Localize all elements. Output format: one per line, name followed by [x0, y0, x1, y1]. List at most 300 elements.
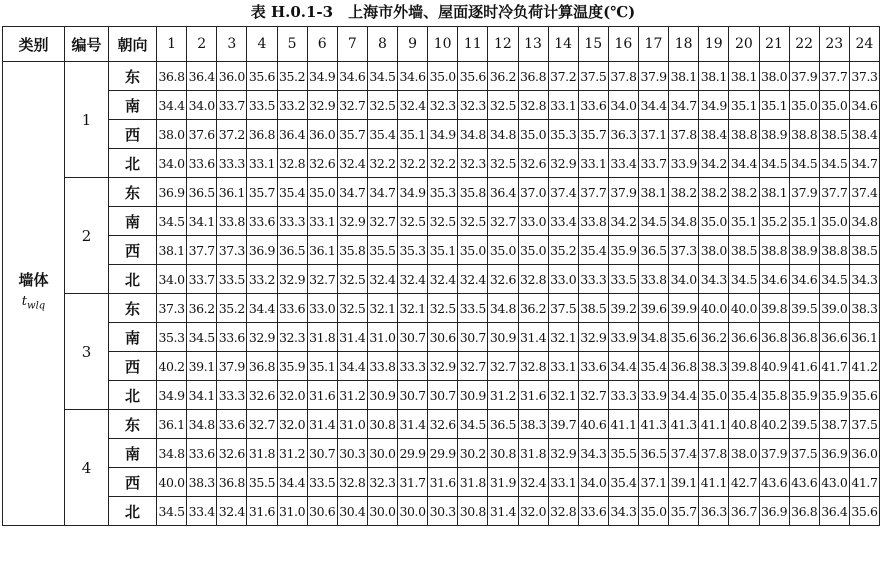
temperature-cell: 34.4	[669, 381, 699, 410]
orientation-cell: 西	[109, 468, 157, 497]
temperature-cell: 43.0	[819, 468, 849, 497]
temperature-cell: 31.8	[307, 323, 337, 352]
temperature-cell: 36.0	[307, 120, 337, 149]
temperature-cell: 33.5	[307, 468, 337, 497]
orientation-cell: 东	[109, 410, 157, 439]
temperature-cell: 32.9	[337, 207, 367, 236]
header-hour: 15	[578, 27, 608, 62]
temperature-cell: 32.1	[367, 294, 397, 323]
temperature-cell: 32.9	[428, 352, 458, 381]
temperature-cell: 40.0	[157, 468, 187, 497]
temperature-cell: 32.6	[518, 149, 548, 178]
temperature-cell: 36.9	[759, 497, 789, 526]
temperature-cell: 31.8	[247, 439, 277, 468]
temperature-cell: 38.5	[819, 120, 849, 149]
temperature-cell: 32.4	[428, 265, 458, 294]
temperature-cell: 37.3	[849, 62, 879, 91]
temperature-cell: 36.8	[247, 120, 277, 149]
group-number: 2	[65, 178, 109, 294]
temperature-cell: 34.7	[337, 178, 367, 207]
temperature-cell: 34.4	[608, 352, 638, 381]
temperature-cell: 31.2	[488, 381, 518, 410]
temperature-cell: 33.3	[608, 381, 638, 410]
header-hour: 9	[398, 27, 428, 62]
temperature-cell: 35.0	[819, 91, 849, 120]
header-hour: 1	[157, 27, 187, 62]
temperature-cell: 31.4	[398, 410, 428, 439]
temperature-cell: 30.3	[337, 439, 367, 468]
temperature-cell: 34.4	[337, 352, 367, 381]
table-row	[3, 352, 880, 381]
header-hour: 20	[729, 27, 759, 62]
temperature-cell: 38.8	[819, 236, 849, 265]
orientation-cell: 北	[109, 497, 157, 526]
temperature-cell: 33.2	[277, 91, 307, 120]
temperature-cell: 34.3	[699, 265, 729, 294]
temperature-cell: 31.2	[277, 439, 307, 468]
temperature-cell: 34.5	[157, 497, 187, 526]
temperature-cell: 34.6	[849, 91, 879, 120]
temperature-cell: 33.8	[639, 265, 669, 294]
temperature-cell: 35.0	[518, 120, 548, 149]
temperature-cell: 32.9	[578, 323, 608, 352]
temperature-cell: 37.2	[548, 62, 578, 91]
temperature-cell: 35.1	[428, 236, 458, 265]
temperature-cell: 33.6	[187, 149, 217, 178]
temperature-cell: 38.2	[669, 178, 699, 207]
temperature-cell: 32.6	[217, 439, 247, 468]
temperature-cell: 35.2	[759, 207, 789, 236]
table-row	[3, 294, 880, 323]
temperature-cell: 34.2	[608, 207, 638, 236]
orientation-cell: 西	[109, 352, 157, 381]
temperature-cell: 34.0	[157, 265, 187, 294]
group-number: 3	[65, 294, 109, 410]
header-hour: 3	[217, 27, 247, 62]
temperature-cell: 35.4	[639, 352, 669, 381]
temperature-cell: 33.4	[548, 207, 578, 236]
temperature-cell: 34.8	[849, 207, 879, 236]
temperature-cell: 38.0	[157, 120, 187, 149]
temperature-cell: 32.5	[488, 91, 518, 120]
temperature-cell: 37.9	[789, 62, 819, 91]
temperature-cell: 33.5	[247, 91, 277, 120]
header-number: 编号	[65, 27, 109, 62]
temperature-cell: 32.3	[458, 149, 488, 178]
temperature-cell: 30.8	[488, 439, 518, 468]
temperature-cell: 35.8	[759, 381, 789, 410]
temperature-cell: 32.7	[337, 91, 367, 120]
header-hour: 23	[819, 27, 849, 62]
temperature-cell: 36.2	[518, 294, 548, 323]
header-orientation: 朝向	[109, 27, 157, 62]
temperature-cell: 41.3	[669, 410, 699, 439]
temperature-cell: 37.3	[157, 294, 187, 323]
temperature-cell: 38.1	[699, 62, 729, 91]
temperature-cell: 36.7	[729, 497, 759, 526]
temperature-cell: 32.0	[518, 497, 548, 526]
temperature-cell: 33.4	[608, 149, 638, 178]
temperature-cell: 36.6	[729, 323, 759, 352]
temperature-cell: 31.0	[277, 497, 307, 526]
temperature-cell: 30.0	[367, 439, 397, 468]
orientation-cell: 北	[109, 149, 157, 178]
temperature-cell: 37.3	[669, 236, 699, 265]
temperature-cell: 32.0	[277, 410, 307, 439]
temperature-cell: 36.8	[157, 62, 187, 91]
temperature-cell: 37.4	[669, 439, 699, 468]
temperature-cell: 38.3	[699, 352, 729, 381]
temperature-cell: 32.5	[337, 294, 367, 323]
temperature-cell: 33.5	[217, 265, 247, 294]
temperature-cell: 34.3	[578, 439, 608, 468]
temperature-cell: 32.5	[428, 207, 458, 236]
temperature-cell: 35.1	[307, 352, 337, 381]
temperature-cell: 32.2	[367, 149, 397, 178]
temperature-cell: 38.1	[729, 62, 759, 91]
temperature-cell: 33.3	[398, 352, 428, 381]
temperature-cell: 33.0	[548, 265, 578, 294]
temperature-cell: 35.0	[699, 381, 729, 410]
temperature-cell: 33.5	[608, 265, 638, 294]
table-title: 表 H.0.1-3 上海市外墙、屋面逐时冷负荷计算温度(℃)	[250, 3, 636, 21]
temperature-cell: 39.8	[759, 294, 789, 323]
temperature-cell: 34.4	[247, 294, 277, 323]
temperature-cell: 35.0	[789, 91, 819, 120]
orientation-cell: 南	[109, 207, 157, 236]
temperature-cell: 36.3	[608, 120, 638, 149]
temperature-cell: 32.5	[488, 149, 518, 178]
temperature-cell: 36.0	[849, 439, 879, 468]
temperature-cell: 38.0	[729, 439, 759, 468]
temperature-cell: 35.4	[367, 120, 397, 149]
temperature-cell: 34.6	[759, 265, 789, 294]
temperature-cell: 35.4	[608, 468, 638, 497]
temperature-cell: 39.7	[548, 410, 578, 439]
temperature-cell: 31.4	[488, 497, 518, 526]
temperature-cell: 33.0	[307, 294, 337, 323]
temperature-cell: 36.4	[277, 120, 307, 149]
temperature-cell: 39.0	[819, 294, 849, 323]
temperature-cell: 35.6	[849, 497, 879, 526]
temperature-cell: 36.1	[307, 236, 337, 265]
temperature-cell: 35.4	[578, 236, 608, 265]
temperature-cell: 37.2	[217, 120, 247, 149]
temperature-cell: 34.5	[819, 149, 849, 178]
temperature-cell: 37.0	[518, 178, 548, 207]
temperature-cell: 36.8	[518, 62, 548, 91]
temperature-cell: 35.0	[699, 207, 729, 236]
temperature-cell: 31.0	[337, 410, 367, 439]
temperature-cell: 36.4	[819, 497, 849, 526]
temperature-cell: 34.6	[789, 265, 819, 294]
table-row	[3, 265, 880, 294]
temperature-cell: 37.5	[548, 294, 578, 323]
orientation-cell: 北	[109, 265, 157, 294]
temperature-cell: 34.9	[699, 91, 729, 120]
temperature-cell: 33.8	[578, 207, 608, 236]
header-hour: 4	[247, 27, 277, 62]
temperature-cell: 35.3	[398, 236, 428, 265]
temperature-cell: 36.5	[639, 236, 669, 265]
temperature-cell: 37.5	[789, 439, 819, 468]
temperature-cell: 35.0	[428, 62, 458, 91]
table-row	[3, 91, 880, 120]
temperature-cell: 36.9	[247, 236, 277, 265]
temperature-cell: 32.9	[277, 265, 307, 294]
temperature-cell: 35.5	[367, 236, 397, 265]
temperature-cell: 39.1	[669, 468, 699, 497]
temperature-cell: 30.7	[428, 381, 458, 410]
temperature-cell: 32.3	[428, 91, 458, 120]
temperature-cell: 35.1	[759, 91, 789, 120]
temperature-cell: 37.5	[849, 410, 879, 439]
temperature-cell: 35.4	[277, 178, 307, 207]
table-row	[3, 439, 880, 468]
temperature-cell: 36.5	[277, 236, 307, 265]
temperature-cell: 39.8	[729, 352, 759, 381]
table-row	[3, 149, 880, 178]
temperature-cell: 34.3	[849, 265, 879, 294]
table-row	[3, 120, 880, 149]
header-hour: 7	[337, 27, 367, 62]
temperature-cell: 34.4	[157, 91, 187, 120]
temperature-cell: 32.8	[337, 468, 367, 497]
orientation-cell: 南	[109, 323, 157, 352]
temperature-cell: 38.3	[187, 468, 217, 497]
table-row	[3, 410, 880, 439]
temperature-cell: 37.7	[819, 62, 849, 91]
header-hour: 11	[458, 27, 488, 62]
temperature-cell: 34.9	[157, 381, 187, 410]
temperature-cell: 31.7	[398, 468, 428, 497]
temperature-cell: 32.9	[548, 439, 578, 468]
temperature-cell: 33.6	[578, 352, 608, 381]
temperature-cell: 32.5	[367, 91, 397, 120]
temperature-cell: 32.1	[548, 381, 578, 410]
temperature-cell: 33.9	[639, 381, 669, 410]
temperature-cell: 40.0	[729, 294, 759, 323]
temperature-cell: 35.5	[608, 439, 638, 468]
temperature-cell: 32.7	[488, 207, 518, 236]
temperature-cell: 33.8	[367, 352, 397, 381]
temperature-cell: 34.8	[639, 323, 669, 352]
temperature-cell: 39.2	[608, 294, 638, 323]
temperature-cell: 32.6	[247, 381, 277, 410]
temperature-cell: 38.7	[819, 410, 849, 439]
header-hour: 17	[639, 27, 669, 62]
temperature-cell: 32.6	[428, 410, 458, 439]
temperature-cell: 36.5	[488, 410, 518, 439]
temperature-cell: 33.6	[277, 294, 307, 323]
temperature-cell: 35.0	[639, 497, 669, 526]
temperature-cell: 32.3	[458, 91, 488, 120]
table-row	[3, 468, 880, 497]
temperature-cell: 38.2	[699, 178, 729, 207]
orientation-cell: 西	[109, 236, 157, 265]
temperature-cell: 37.9	[217, 352, 247, 381]
temperature-cell: 41.6	[789, 352, 819, 381]
temperature-cell: 37.5	[578, 62, 608, 91]
temperature-cell: 35.6	[458, 62, 488, 91]
temperature-cell: 36.9	[819, 439, 849, 468]
group-number: 4	[65, 410, 109, 526]
temperature-cell: 31.8	[518, 439, 548, 468]
temperature-cell: 38.9	[759, 120, 789, 149]
temperature-cell: 42.7	[729, 468, 759, 497]
temperature-cell: 34.5	[759, 149, 789, 178]
temperature-cell: 34.9	[428, 120, 458, 149]
temperature-cell: 31.2	[337, 381, 367, 410]
temperature-cell: 39.6	[639, 294, 669, 323]
temperature-cell: 35.2	[277, 62, 307, 91]
temperature-cell: 31.6	[518, 381, 548, 410]
temperature-cell: 34.5	[819, 265, 849, 294]
temperature-cell: 32.2	[428, 149, 458, 178]
temperature-cell: 32.7	[578, 381, 608, 410]
temperature-cell: 37.1	[639, 468, 669, 497]
temperature-cell: 32.4	[398, 265, 428, 294]
temperature-cell: 35.2	[548, 236, 578, 265]
temperature-cell: 40.9	[759, 352, 789, 381]
temperature-cell: 37.7	[187, 236, 217, 265]
temperature-cell: 35.7	[337, 120, 367, 149]
temperature-cell: 35.6	[669, 323, 699, 352]
temperature-cell: 33.9	[669, 149, 699, 178]
temperature-cell: 36.4	[488, 178, 518, 207]
temperature-cell: 37.3	[217, 236, 247, 265]
table-row	[3, 236, 880, 265]
header-hour: 21	[759, 27, 789, 62]
header-hour: 12	[488, 27, 518, 62]
temperature-cell: 33.3	[578, 265, 608, 294]
temperature-cell: 38.4	[849, 120, 879, 149]
category-label: 墙体	[18, 271, 49, 290]
temperature-cell: 29.9	[398, 439, 428, 468]
header-hour: 22	[789, 27, 819, 62]
temperature-cell: 35.7	[578, 120, 608, 149]
temperature-cell: 35.0	[518, 236, 548, 265]
temperature-cell: 38.5	[578, 294, 608, 323]
temperature-cell: 39.1	[187, 352, 217, 381]
temperature-cell: 36.8	[759, 323, 789, 352]
temperature-cell: 36.2	[187, 294, 217, 323]
temperature-cell: 35.6	[849, 381, 879, 410]
temperature-cell: 32.6	[307, 149, 337, 178]
temperature-cell: 33.3	[277, 207, 307, 236]
temperature-cell: 33.9	[608, 323, 638, 352]
temperature-cell: 30.9	[488, 323, 518, 352]
table-row	[3, 62, 880, 91]
header-hour: 24	[849, 27, 879, 62]
temperature-cell: 43.6	[789, 468, 819, 497]
table-row	[3, 207, 880, 236]
temperature-cell: 36.0	[217, 62, 247, 91]
temperature-cell: 38.8	[789, 120, 819, 149]
temperature-cell: 34.0	[187, 91, 217, 120]
category-symbol: $t_{wlq}$	[21, 294, 46, 312]
temperature-cell: 36.9	[157, 178, 187, 207]
temperature-cell: 38.1	[157, 236, 187, 265]
temperature-cell: 35.0	[488, 236, 518, 265]
temperature-cell: 31.9	[488, 468, 518, 497]
temperature-cell: 38.9	[789, 236, 819, 265]
temperature-cell: 35.9	[608, 236, 638, 265]
temperature-cell: 30.9	[458, 381, 488, 410]
temperature-cell: 37.7	[819, 178, 849, 207]
header-hour: 10	[428, 27, 458, 62]
temperature-cell: 34.5	[367, 62, 397, 91]
temperature-cell: 35.0	[458, 236, 488, 265]
temperature-cell: 30.8	[367, 410, 397, 439]
temperature-cell: 40.2	[157, 352, 187, 381]
temperature-cell: 34.5	[187, 323, 217, 352]
temperature-cell: 33.7	[187, 265, 217, 294]
temperature-cell: 34.0	[608, 91, 638, 120]
temperature-cell: 33.6	[247, 207, 277, 236]
header-category: 类别	[3, 27, 65, 62]
temperature-cell: 32.0	[277, 381, 307, 410]
temperature-cell: 31.4	[518, 323, 548, 352]
temperature-cell: 36.8	[217, 468, 247, 497]
temperature-cell: 40.8	[729, 410, 759, 439]
temperature-cell: 33.1	[548, 468, 578, 497]
temperature-cell: 30.0	[367, 497, 397, 526]
temperature-cell: 32.9	[548, 149, 578, 178]
temperature-cell: 38.3	[849, 294, 879, 323]
temperature-cell: 33.6	[217, 410, 247, 439]
temperature-cell: 32.9	[307, 91, 337, 120]
temperature-cell: 38.0	[699, 236, 729, 265]
orientation-cell: 北	[109, 381, 157, 410]
temperature-cell: 35.0	[307, 178, 337, 207]
temperature-cell: 35.0	[819, 207, 849, 236]
temperature-cell: 33.3	[217, 149, 247, 178]
temperature-cell: 41.3	[639, 410, 669, 439]
temperature-cell: 37.9	[789, 178, 819, 207]
temperature-cell: 31.6	[247, 497, 277, 526]
temperature-cell: 39.9	[669, 294, 699, 323]
temperature-cell: 32.2	[398, 149, 428, 178]
temperature-cell: 32.8	[518, 265, 548, 294]
temperature-cell: 34.4	[277, 468, 307, 497]
temperature-cell: 38.1	[669, 62, 699, 91]
temperature-cell: 33.1	[548, 352, 578, 381]
temperature-cell: 30.4	[337, 497, 367, 526]
temperature-cell: 34.0	[669, 265, 699, 294]
temperature-cell: 43.6	[759, 468, 789, 497]
temperature-cell: 35.2	[217, 294, 247, 323]
temperature-cell: 34.3	[608, 497, 638, 526]
temperature-cell: 34.8	[187, 410, 217, 439]
temperature-cell: 34.5	[157, 207, 187, 236]
temperature-cell: 32.6	[488, 265, 518, 294]
header-hour: 19	[699, 27, 729, 62]
temperature-cell: 32.4	[367, 265, 397, 294]
temperature-cell: 30.7	[398, 323, 428, 352]
table-row	[3, 323, 880, 352]
orientation-cell: 东	[109, 294, 157, 323]
orientation-cell: 南	[109, 91, 157, 120]
temperature-cell: 38.1	[639, 178, 669, 207]
temperature-cell: 34.1	[187, 207, 217, 236]
temperature-cell: 33.6	[578, 497, 608, 526]
temperature-cell: 34.7	[849, 149, 879, 178]
orientation-cell: 东	[109, 62, 157, 91]
temperature-cell: 36.3	[699, 497, 729, 526]
temperature-cell: 32.9	[247, 323, 277, 352]
temperature-cell: 30.8	[458, 497, 488, 526]
